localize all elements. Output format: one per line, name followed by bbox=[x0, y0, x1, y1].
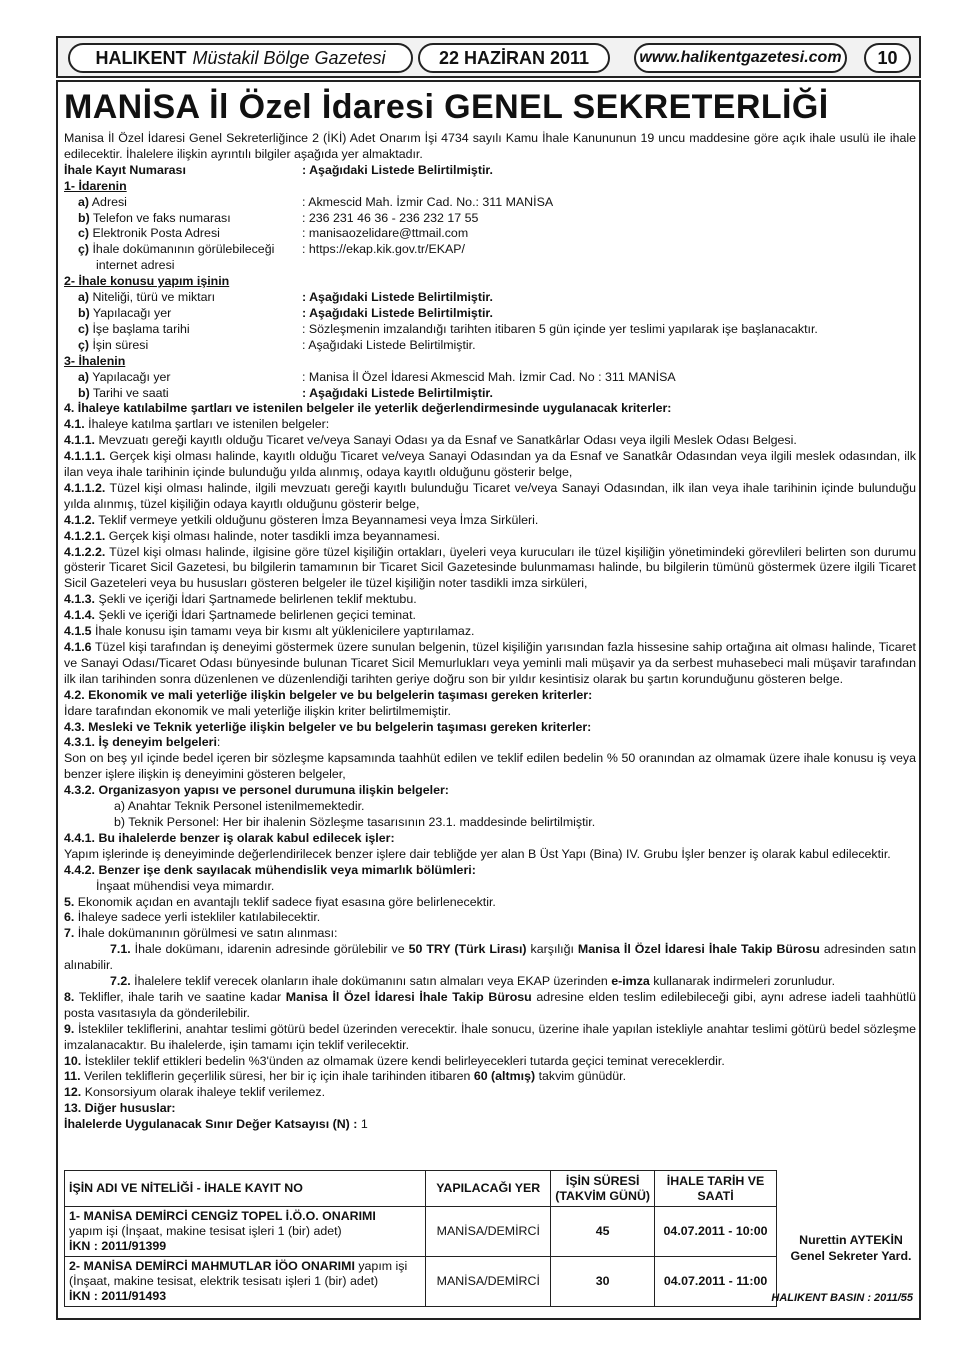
p4122: 4.1.2.2. Tüzel kişi olması halinde, ilgisine göre tüzel kişiliğin ortakları, üyeleri veya kurucuları ile tüzel kişiliğin yönetimindeki görevlileri belirten son durumu gösterir Ticaret Sicil Gazetesi, bu bilgilerin tamamının bir Ticaret Sicil Gazetesinde bulunmaması halinde, bu bilgilerin tümünü göstermek üzere ilgili Ticaret Sicil Gazeteleri veya bu hususları gösteren belgeler ile tüzel kişiliğin noter tasdikli imza sirküleri, bbox=[64, 544, 917, 591]
section-3-title: 3- İhalenin bbox=[64, 353, 126, 368]
page-number: 10 bbox=[864, 43, 911, 73]
s2-b-row: b) Yapılacağı yer : Aşağıdaki Listede Belirtilmiştir. bbox=[78, 305, 493, 320]
row-1-name: 1- MANİSA DEMİRCİ CENGİZ TOPEL İ.Ö.O. ONARIMI yapım işi (İnşaat, makine tesisat işleri 1 (bir) adet) İKN : 2011/91399 bbox=[65, 1207, 426, 1257]
p432a: a) Anahtar Teknik Personel istenilmemektedir. bbox=[114, 799, 365, 814]
signature-block bbox=[782, 1232, 920, 1264]
p416: 4.1.6 Tüzel kişi tarafından iş deneyimi göstermek üzere sunulan belgenin, tüzel kişiliğin yarısından fazla hissesine sahip ortağına ait olması halinde, Ticaret ve Sanayi Odası/Ticaret Odası bünyesinde bulunan Ticaret Sicil Memurlukları veya yeminli mali müşavir ya da serbest muhasebeci mali müşavir tarafından ilk ilan tarihinden sonra düzenlenen ve düzenlendiği tarihten geriye doğru son bir yıldır kesintisiz olarak bu şartın korunduğunu gösteren belge. bbox=[64, 640, 916, 686]
p12: 12. Konsorsiyum olarak ihaleye teklif verilemez. bbox=[64, 1085, 326, 1100]
col-header-name: İŞİN ADI VE NİTELİĞİ - İHALE KAYIT NO bbox=[65, 1171, 426, 1207]
s1-cont: internet adresi bbox=[96, 258, 175, 273]
p412: 4.1.2. Teklif vermeye yetkili olduğunu gösteren İmza Beyannamesi veya İmza Sirküleri. bbox=[64, 512, 539, 527]
issue-date: 22 HAZİRAN 2011 bbox=[418, 43, 610, 73]
p11: 11. Verilen tekliflerin geçerlilik süresi, her bir iç için ihale tarihinden itibaren 60 (altmış) takvim günüdür. bbox=[64, 1069, 627, 1084]
col-header-date: İHALE TARİH VE SAATİ bbox=[655, 1171, 777, 1207]
row-1-duration: 45 bbox=[551, 1207, 655, 1257]
table-row bbox=[65, 1257, 777, 1307]
s1-b-row: b) Telefon ve faks numarası : 236 231 46 36 - 236 232 17 55 bbox=[78, 210, 479, 225]
table-header-row bbox=[65, 1171, 777, 1207]
row-2-duration: 30 bbox=[551, 1257, 655, 1307]
s2-a-row: a) Niteliği, türü ve miktarı : Aşağıdaki Listede Belirtilmiştir. bbox=[78, 290, 493, 305]
s1-c-row: c) Elektronik Posta Adresi : manisaozelidare@ttmail.com bbox=[64, 226, 916, 242]
row-1-date: 04.07.2011 - 10:00 bbox=[655, 1207, 777, 1257]
p441-title: 4.4.1. Bu ihalelerde benzer iş olarak kabul edilecek işler: bbox=[64, 830, 395, 845]
p442: İnşaat mühendisi veya mimardır. bbox=[96, 878, 275, 893]
ekap-link[interactable]: : https://ekap.kik.gov.tr/EKAP/ bbox=[302, 242, 465, 257]
s1-d-row: ç) İhale dokümanının görülebileceği : https://ekap.kik.gov.tr/EKAP/ bbox=[64, 242, 916, 258]
row-2-place: MANİSA/DEMİRCİ bbox=[426, 1257, 551, 1307]
col-header-place: YAPILACAĞI YER bbox=[426, 1171, 551, 1207]
p5: 5. Ekonomik açıdan en avantajlı teklif sadece fiyat esasına göre belirlenecektir. bbox=[64, 894, 496, 909]
signer-title: Genel Sekreter Yard. bbox=[790, 1249, 912, 1263]
p431-title: 4.3.1. İş deneyim belgeleri: bbox=[64, 735, 221, 750]
tender-table bbox=[64, 1170, 777, 1307]
p9: 9. İstekliler tekliflerini, anahtar teslimi götürü bedel üzerinden verecektir. İhale sonucu, üzerine ihale yapılan istekliyle anahtar teslimi götürü bedel sözleşme imzalanacaktır. Bu ihalelerde, işin tamamı için teklif verilecektir. bbox=[64, 1021, 916, 1052]
s3-a-row: a) Yapılacağı yer : Manisa İl Özel İdaresi Akmescid Mah. İzmir Cad. No : 311 MANİSA bbox=[78, 369, 676, 384]
p42: İdare tarafından ekonomik ve mali yeterliğe ilişkin kriter belirtilmemiştir. bbox=[64, 703, 452, 718]
website-link[interactable]: www.halikentgazetesi.com bbox=[634, 43, 847, 73]
p411: 4.1.1. Mevzuatı gereği kayıtlı olduğu Ticaret ve/veya Sanayi Odası ya da Esnaf ve Sanatkârlar Odası veya ilgili Meslek Odası Belgesi. bbox=[64, 433, 797, 448]
p6: 6. İhaleye sadece yerli istekliler katılabilecektir. bbox=[64, 910, 321, 925]
section-1-title: 1- İdarenin bbox=[64, 178, 127, 193]
basin-code: HALIKENT BASIN : 2011/55 bbox=[771, 1292, 913, 1304]
p4111: 4.1.1.1. Gerçek kişi olması halinde, kayıtlı olduğu Ticaret ve/veya Sanayi Odasından ya da Esnaf ve Sanatkâr Odasından veya ilgili meslek odasından, ilk ilan veya ihale tarihinin içinde bulunduğu yılda alınmış, odaya kayıtlı olduğunu gösterir belge, bbox=[64, 449, 916, 480]
p42-title: 4.2. Ekonomik ve mali yeterliğe ilişkin belgeler ve bu belgelerin taşıması gereken kriterler: bbox=[64, 687, 593, 702]
s2-c-row: c) İşe başlama tarihi : Sözleşmenin imzalandığı tarihten itibaren 5 gün içinde yer teslimi yapılarak işe başlanacaktır. bbox=[78, 321, 818, 336]
col-header-duration: İŞİN SÜRESİ (TAKVİM GÜNÜ) bbox=[551, 1171, 655, 1207]
kayit-row: İhale Kayıt Numarası : Aşağıdaki Listede Belirtilmiştir. bbox=[64, 162, 493, 177]
email-link[interactable]: : manisaozelidare@ttmail.com bbox=[302, 226, 469, 241]
p413: 4.1.3. Şekli ve içeriği İdari Şartnamede belirlenen teklif mektubu. bbox=[64, 592, 417, 607]
p441: Yapım işlerinde iş deneyiminde değerlendirilecek benzer işlere dair tebliğde yer alan B Üst Yapı (Bina) IV. Grubu İşler benzer iş olarak kabul edilecektir. bbox=[64, 846, 891, 861]
intro-text: Manisa İl Özel İdaresi Genel Sekreterliğince 2 (İKİ) Adet Onarım İşi 4734 sayılı Kamu İhale Kanununun 19 uncu maddesine göre açık ihale usulü ile ihale edilecektir. İhalelere ilişkin ayrıntılı bilgiler aşağıda yer almaktadır. bbox=[64, 131, 916, 161]
p13-title: 13. Diğer hususlar: bbox=[64, 1101, 176, 1116]
p10: 10. İstekliler teklif ettikleri bedelin %3'ünden az olmamak üzere kendi belirleyecekleri tutarda geçici teminat vereceklerdir. bbox=[64, 1053, 725, 1068]
notice-frame bbox=[56, 80, 921, 1320]
newspaper-header bbox=[56, 36, 921, 78]
p431: Son on beş yıl içinde bedel içeren bir sözleşme kapsamında taahhüt edilen ve teklif edilen bedelin % 50 oranından az olmamak üzere ihale konusu iş veya benzer işlere ilişkin iş deneyimini gösteren belgeler, bbox=[64, 751, 916, 782]
p442-title: 4.4.2. Benzer işe denk sayılacak mühendislik veya mimarlık bölümleri: bbox=[64, 862, 476, 877]
p41: 4.1. İhaleye katılma şartları ve istenilen belgeler: bbox=[64, 417, 330, 432]
p43-title: 4.3. Mesleki ve Teknik yeterliğe ilişkin belgeler ve bu belgelerin taşıması gereken kriterler: bbox=[64, 719, 592, 734]
p432-title: 4.3.2. Organizasyon yapısı ve personel durumuna ilişkin belgeler: bbox=[64, 783, 449, 798]
p8: 8. Teklifler, ihale tarih ve saatine kadar Manisa İl Özel İdaresi İhale Takip Bürosu adresine elden teslim edilebileceği gibi, aynı adrese iadeli taahhütlü posta vasıtasıyla da gönderilebilir. bbox=[64, 989, 916, 1020]
p432b: b) Teknik Personel: Her bir ihalenin Sözleşme tasarısının 23.1. maddesinde belirtilmiştir. bbox=[114, 814, 596, 829]
section-4-title: 4. İhaleye katılabilme şartları ve istenilen belgeler ile yeterlik değerlendirmesinde uygulanacak kriterler: bbox=[64, 401, 672, 416]
table-row bbox=[65, 1207, 777, 1257]
paper-name: HALIKENT Müstakil Bölge Gazetesi bbox=[68, 43, 413, 73]
section-2-title: 2- İhale konusu yapım işinin bbox=[64, 274, 230, 289]
p4112: 4.1.1.2. Tüzel kişi olması halinde, ilgili mevzuatı gereği kayıtlı bulunduğu Ticaret ve/veya Sanayi Odasından, ilk ilan veya ihale tarihinin içinde bulunduğu yılda alınmış, tüzel kişiliğin odaya kayıtlı olduğunu gösterir belge, bbox=[64, 480, 917, 511]
row-2-name: 2- MANİSA DEMİRCİ MAHMUTLAR İÖO ONARIMI yapım işi (İnşaat, makine tesisat, elektrik tesisatı işleri 1 (bir) adet) İKN : 2011/91493 bbox=[65, 1257, 426, 1307]
p415: 4.1.5 İhale konusu işin tamamı veya bir kısmı alt yüklenicilere yaptırılamaz. bbox=[64, 624, 475, 639]
p7: 7. İhale dokümanının görülmesi ve satın alınması: bbox=[64, 926, 338, 941]
notice-body bbox=[64, 131, 916, 1133]
row-2-date: 04.07.2011 - 11:00 bbox=[655, 1257, 777, 1307]
s2-d-row: ç) İşin süresi : Aşağıdaki Listede Belirtilmiştir. bbox=[78, 337, 476, 352]
p71: 7.1. İhale dokümanı, idarenin adresinde görülebilir ve 50 TRY (Türk Lirası) karşılığı Manisa İl Özel İdaresi İhale Takip Bürosu adresinden satın alınabilir. bbox=[64, 942, 916, 973]
p414: 4.1.4. Şekli ve içeriği İdari Şartnamede belirlenen geçici teminat. bbox=[64, 608, 416, 623]
notice-title: MANİSA İl Özel İdaresi GENEL SEKRETERLİĞİ bbox=[64, 88, 829, 126]
s1-a-row: a) Adresi : Akmescid Mah. İzmir Cad. No.: 311 MANİSA bbox=[78, 194, 554, 209]
katsayi-row: İhalelerde Uygulanacak Sınır Değer Katsayısı (N) : 1 bbox=[64, 1117, 368, 1132]
p4121: 4.1.2.1. Gerçek kişi olması halinde, noter tasdikli imza beyannamesi. bbox=[64, 528, 441, 543]
s3-b-row: b) Tarihi ve saati : Aşağıdaki Listede Belirtilmiştir. bbox=[78, 385, 493, 400]
signer-name: Nurettin AYTEKİN bbox=[799, 1233, 903, 1247]
row-1-place: MANİSA/DEMİRCİ bbox=[426, 1207, 551, 1257]
p72: 7.2. İhalelere teklif verecek olanların ihale dokümanını satın almaları veya EKAP üzerinden e-imza kullanarak indirmeleri zorunludur. bbox=[110, 974, 836, 989]
